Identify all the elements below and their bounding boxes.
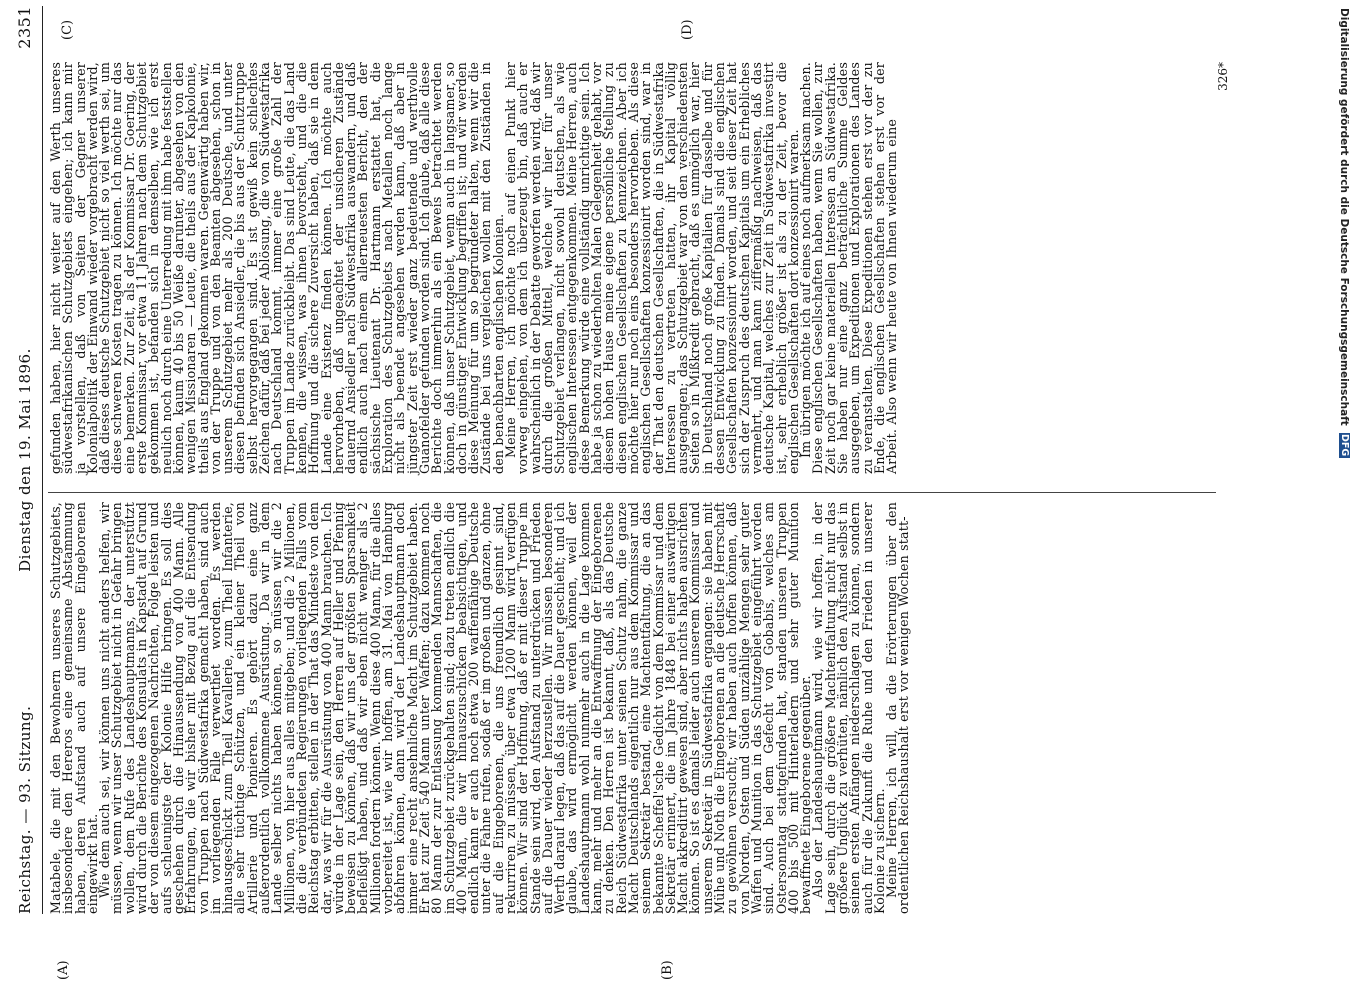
left-paragraph: Also der Landeshauptmann wird, wie wir hoffen, in der Lage sein, durch die größere Machtentfaltung nicht nur das größere Unglück zu verhüten, nämlich den Aufstand selbst in seinen ersten Anfängen niederschlagen zu können, sondern auch für die Zukunft die Ruhe und den Frieden in unserer Kolonie zu sichern.	[810, 502, 887, 914]
header-session: Reichstag. — 93. Sitzung.	[16, 705, 34, 914]
left-text-column	[50, 502, 911, 914]
margin-mark-b: (B)	[660, 960, 675, 980]
page-header	[0, 6, 40, 914]
right-paragraph: gefunden haben, hier nicht weiter auf den Werth unseres südwestafrikanischen Schutzgebiets eingehen; ich kann mir ja vorstellen, daß von Seiten der Gegner unserer Kolonialpolitik der Einwand wieder vorgebracht werden wird, daß dieses deutsche Schutzgebiet nicht so viel werth sei, um diese schweren Kosten tragen zu können. Ich möchte nur das eine bemerken. Zur Zeit, als der Kommissar Dr. Goering, der erste Kommissar, vor etwa 11 Jahren nach dem Schutzgebiet gekommen ist, befanden sich in demselben, wie ich erst neulich noch durch eine Unterredung mit ihm habe feststellen können, kaum 40 bis 50 Weiße darunter, abgesehen von den wenigen Missionaren — Leute, die theils aus der Kapkolonie, theils aus England gekommen waren. Gegenwärtig haben wir, von der Truppe und von den Beamten abgesehen, schon in unserem Schutzgebiet mehr als 200 Deutsche, und unter diesen befinden sich Ansiedler, die bis aus der Schutztruppe selbst hervorgegangen sind. Es ist gewiß kein schlechtes Zeichen dafür, daß bei jeder Ablösung, die von Südwestafrika nach Deutschland kommt, immer eine große Zahl der Truppen im Lande zurückbleibt. Das sind Leute, die das Land kennen, die wissen, was ihnen bevorsteht, und die die Hoffnung und die sichere Zuversicht haben, daß sie in dem Lande eine Existenz finden können. Ich möchte auch hervorheben, daß ungeachtet der unsicheren Zustände dauernd Ansiedler nach Südwestafrika auswandern, und daß endlich auch nach einem allerneuesten Bericht, den der sächsische Lieutenant Dr. Hartmann erstattet hat, die Exploration des Schutzgebiets nach Metallen noch lange nicht als beendet angesehen werden kann, daß aber in jüngster Zeit erst wieder ganz bedeutende und werthvolle Guanofelder gefunden worden sind. Ich glaube, daß alle diese Berichte doch immerhin als ein Beweis betrachtet werden können, daß unser Schutzgebiet, wenn auch in langsamer, so doch in günstiger Entwicklung begriffen ist; und wir werden diese Meinung für um so begründeter halten, wenn wir die Zustände bei uns vergleichen wollen mit den Zuständen in den benachbarten englischen Kolonien.	[48, 62, 506, 474]
digitization-credit	[1336, 8, 1350, 618]
page-number: 2351	[15, 6, 34, 49]
right-text-column	[50, 62, 898, 474]
margin-mark-d: (D)	[680, 19, 695, 40]
left-paragraph: Matabele, die mit den Bewohnern unseres Schutzgebiets, insbesondere den Hereros eine gemeinsame Abstammung haben, deren Aufstand auch auf unsere Eingeborenen eingewirkt hat.	[48, 502, 100, 914]
header-rule	[42, 6, 43, 914]
column-divider	[48, 492, 1216, 493]
margin-mark-a: (A)	[56, 960, 71, 980]
left-paragraph: Wie dem auch sei, wir können uns nicht anders helfen, wir müssen, wenn wir unser Schutzgebiet nicht in Gefahr bringen wollen, dem Rufe des Landeshauptmanns, der unterstützt wird durch die Berichte des Konsulats in Kapstadt auf Grund der von diesem eingezogenen Nachrichten, Folge leisten und aufs schleunigste der Kolonie Hilfe bringen. Es soll dies geschehen durch die Hinaussendung von 400 Mann. Alle Erfahrungen, die wir bisher mit Bezug auf die Entsendung von Truppen nach Südwestafrika gemacht haben, sind auch im vorliegenden Falle verwerthet worden. Es werden hinausgeschickt zum Theil Kavallerie, zum Theil Infanterie, alle sehr tüchtige Schützen, und ein kleiner Theil von Artillerie und Pionieren. Es gehört dazu eine ganz außerordentlich vollkommene Ausrüstung. Da wir in dem Lande selber nichts haben können, so müssen wir die 2 Millionen, von hier aus alles mitgeben; und die 2 Millionen, die die verbündeten Regierungen vorliegenden Falls vom Reichstag erbitten, stellen in der That das Mindeste von dem dar, was wir für die Ausrüstung von 400 Mann brauchen. Ich würde in der Lage sein, den Herren auf Heller und Pfennig beweisen zu können, daß wir uns der größten Sparsamkeit befleißigt haben, und daß wir eben nicht weniger als 2 Millionen fordern können. Wenn diese 400 Mann, für die alles vorbereitet ist, wie wir hoffen, am 31. Mai von Hamburg abfahren können, dann wird der Landeshauptmann doch immer eine recht ansehnliche Macht im Schutzgebiet haben. Er hat zur Zeit 540 Mann unter Waffen; dazu kommen noch 80 Mann der zur Entlassung kommenden Mannschaften, die im Schutzgebiet zurückgehalten sind; dazu treten endlich die 400 Mann, die wir hinauszuschicken beabsichtigen, und endlich kann er auch noch etwa 200 waffenfähige Deutsche unter die Fahne rufen, sodaß er im großen und ganzen, ohne auf die Eingeborenen, die uns freundlich gesinnt sind, rekurriren zu müssen, über etwa 1200 Mann wird verfügen können. Wir sind der Hoffnung, daß er mit dieser Truppe im Stande sein wird, den Aufstand zu unterdrücken und Frieden auf die Dauer wieder herzustellen. Wir müssen besonderen Werth darauf legen, daß das auf die Dauer geschieht; und ich glaube, das wird ermöglicht werden können, weil der Landeshauptmann wohl nunmehr auch in die Lage kommen kann, mehr und mehr an die Entwaffnung der Eingeborenen zu denken. Den Herren ist bekannt, daß, als das Deutsche Reich Südwestafrika unter seinen Schutz nahm, die ganze Macht Deutschlands eigentlich nur aus dem Kommissar und seinem Sekretär bestand, eine Machtentfaltung, die an das bekannte Scheffel'sche Gedicht von dem Kommissar und dem Sekretär erinnert, die im Jahre 1848 bei einer auswärtigen Macht akkreditirt gewesen sind, aber nichts haben ausrichten können. So ist es damals leider auch unserem Kommissar und unserem Sekretär in Südwestafrika ergangen: sie haben mit Mühe und Noth die Eingeborenen an die deutsche Herrschaft zu gewöhnen versucht; wir haben auch hoffen können, daß von Norden, Osten und Süden unzählige Mengen sehr guter Waffen und Munition in das Schutzgebiet eingeführt worden sind. Auch bei dem Gefecht von Gobabis, welches am Ostersonntag stattgefunden hat, standen unseren Truppen 400 bis 500 mit Hinterladern und sehr guter Munition bewaffnete Eingeborene gegenüber.	[97, 502, 814, 914]
header-date: Dienstag den 19. Mai 1896.	[16, 348, 34, 572]
digitization-note: Digitalisierung gefördert durch die Deutsche Forschungsgemeinschaft	[1338, 8, 1350, 426]
margin-mark-c: (C)	[60, 19, 75, 40]
dfg-logo: DFG	[1339, 434, 1350, 457]
right-paragraph: Meine Herren, ich möchte noch auf einen Punkt hier vorweg eingehen, von dem ich überzeugt bin, daß auch er wahrscheinlich in der Debatte geworfen werden wird, daß wir durch die großen Mittel, welche wir hier für unser Schutzgebiet verlangen, nicht sowohl deutschen, als wie englischen Interessen entgegenkommen. Meine Herren, auch diese Bemerkung würde eine vollständig unrichtige sein. Ich habe ja schon zu wiederholten Malen Gelegenheit gehabt, vor diesem hohen Hause meine eigene persönliche Stellung zu diesen englischen Gesellschaften zu kennzeichnen. Aber ich möchte hier nur noch eins besonders hervorheben. Als diese englischen Gesellschaften konzessionirt worden sind, war in der That den deutschen Gesellschaften, die in Südwestafrika Interessen zu vertreten hatten, ihr Kapital völlig ausgegangen; das Schutzgebiet war von den verschiedensten Seiten so in Mißkredit gebracht, daß es unmöglich war, hier in Deutschland noch große Kapitalien für dasselbe und für dessen Entwicklung zu finden. Damals sind die englischen Gesellschaften konzessionirt worden, und seit dieser Zeit hat sich der Zuspruch des deutschen Kapitals um ein Erhebliches vermehrt, und man kann ziffermäßig nachweisen, daß das deutsche Kapital, welches zur Zeit in Südwestafrika investirt ist, sehr erheblich größer ist als zu der Zeit, bevor die englischen Gesellschaften dort konzessionirt waren.	[502, 62, 801, 474]
sheet-signature: 326*	[1216, 62, 1230, 91]
right-paragraph: Im übrigen möchte ich auf eines noch aufmerksam machen. Diese englischen Gesellschaften haben, wenn Sie wollen, zur Zeit noch gar keine materiellen Interessen an Südwestafrika. Sie haben nur eine ganz beträchtliche Summe Geldes ausgegeben, um Expeditionen und Explorationen des Landes zu veranstalten. Diese Expeditionen stehen erst vor der zu Ende, die englischen Gesellschaften stehen erst vor der Arbeit. Also wenn wir heute von Ihnen wiederum eine	[798, 62, 900, 474]
left-paragraph: Meine Herren, ich will, da die Erörterungen über den ordentlichen Reichshaushalt erst vor wenigen Wochen statt-	[884, 502, 912, 914]
